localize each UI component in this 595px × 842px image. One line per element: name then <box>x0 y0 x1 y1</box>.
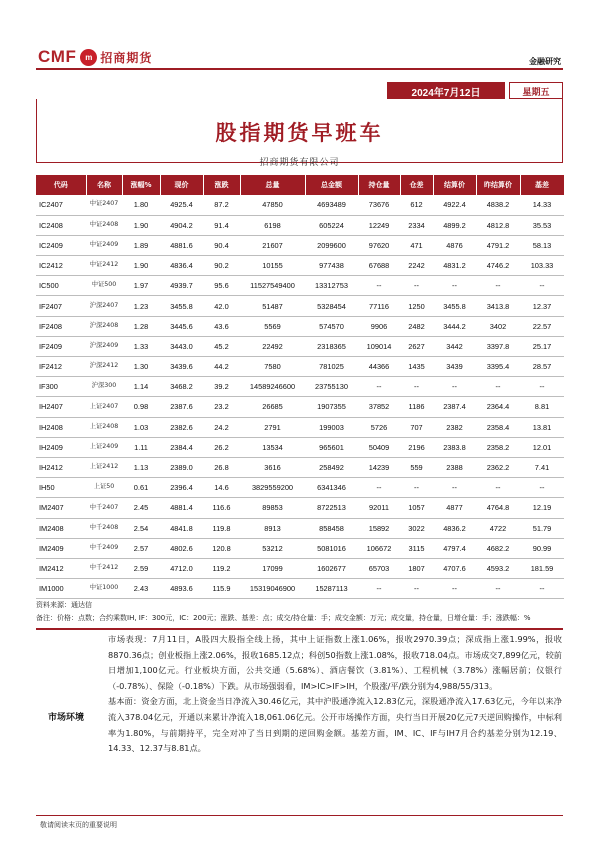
table-cell: 4939.7 <box>160 276 203 296</box>
table-cell: -- <box>433 478 476 498</box>
table-cell: 7580 <box>240 357 305 377</box>
table-cell: 2334 <box>400 215 433 235</box>
table-cell: 2382 <box>433 417 476 437</box>
table-cell: 4831.2 <box>433 256 476 276</box>
source-notes <box>36 599 564 625</box>
table-cell: 39.2 <box>203 377 240 397</box>
table-row <box>36 296 564 316</box>
contract-name-cell: 上证2407 <box>86 397 122 417</box>
table-cell: 2362.2 <box>476 457 520 477</box>
table-cell: 4838.2 <box>476 195 520 215</box>
table-cell: 2388 <box>433 457 476 477</box>
table-cell: 3468.2 <box>160 377 203 397</box>
table-cell: -- <box>358 276 400 296</box>
table-cell: 109014 <box>358 336 400 356</box>
table-cell: 45.2 <box>203 336 240 356</box>
table-cell: 73676 <box>358 195 400 215</box>
table-cell: 53212 <box>240 538 305 558</box>
table-cell: 77116 <box>358 296 400 316</box>
table-cell: 3395.4 <box>476 357 520 377</box>
table-cell: 3439 <box>433 357 476 377</box>
table-cell: 4764.8 <box>476 498 520 518</box>
header-divider <box>36 68 563 70</box>
table-cell: 89853 <box>240 498 305 518</box>
contract-name-cell: 沪深2408 <box>86 316 122 336</box>
table-cell: 574570 <box>305 316 358 336</box>
table-row <box>36 195 564 215</box>
table-cell: 25.17 <box>520 336 564 356</box>
table-cell: 2.54 <box>122 518 160 538</box>
table-cell: 14589246600 <box>240 377 305 397</box>
market-section-label: 市场环境 <box>48 713 85 723</box>
contract-name-cell: 中千2408 <box>86 518 122 538</box>
column-header: 代码 <box>36 175 86 195</box>
table-cell: 2.59 <box>122 558 160 578</box>
table-cell: 67688 <box>358 256 400 276</box>
table-cell: 2389.0 <box>160 457 203 477</box>
table-cell: 8913 <box>240 518 305 538</box>
table-row <box>36 316 564 336</box>
section-divider <box>36 628 563 630</box>
table-cell: -- <box>433 276 476 296</box>
contract-name-cell: 中证2412 <box>86 256 122 276</box>
contract-code-cell: IF2412 <box>36 357 86 377</box>
table-row <box>36 336 564 356</box>
table-cell: 2387.6 <box>160 397 203 417</box>
contract-code-cell: IF300 <box>36 377 86 397</box>
table-cell: -- <box>476 478 520 498</box>
table-cell: 707 <box>400 417 433 437</box>
table-cell: 26.2 <box>203 437 240 457</box>
table-cell: 6198 <box>240 215 305 235</box>
table-row <box>36 579 564 599</box>
source-note: 资料来源：通达信 <box>36 601 92 609</box>
table-row <box>36 357 564 377</box>
table-cell: 106672 <box>358 538 400 558</box>
contract-name-cell: 中千2409 <box>86 538 122 558</box>
table-cell: -- <box>400 377 433 397</box>
contract-code-cell: IM2408 <box>36 518 86 538</box>
table-cell: 103.33 <box>520 256 564 276</box>
contract-code-cell: IF2408 <box>36 316 86 336</box>
report-date: 2024年7月12日 <box>387 82 505 99</box>
contract-code-cell: IH2407 <box>36 397 86 417</box>
table-cell: 1602677 <box>305 558 358 578</box>
contract-name-cell: 上证2409 <box>86 437 122 457</box>
table-cell: 58.13 <box>520 235 564 255</box>
table-cell: 51.79 <box>520 518 564 538</box>
table-row <box>36 498 564 518</box>
table-cell: 21607 <box>240 235 305 255</box>
table-cell: -- <box>400 478 433 498</box>
table-cell: 91.4 <box>203 215 240 235</box>
table-cell: 9906 <box>358 316 400 336</box>
table-row <box>36 215 564 235</box>
company-name: 招商期货有限公司 <box>259 158 340 168</box>
table-cell: 1057 <box>400 498 433 518</box>
table-cell: 2.45 <box>122 498 160 518</box>
table-cell: 1907355 <box>305 397 358 417</box>
column-header: 持仓量 <box>358 175 400 195</box>
table-cell: 965601 <box>305 437 358 457</box>
table-cell: 5081016 <box>305 538 358 558</box>
table-row <box>36 518 564 538</box>
table-cell: 181.59 <box>520 558 564 578</box>
table-cell: 8722513 <box>305 498 358 518</box>
contract-name-cell: 中证2407 <box>86 195 122 215</box>
table-cell: 90.99 <box>520 538 564 558</box>
table-cell: 44.2 <box>203 357 240 377</box>
table-row <box>36 417 564 437</box>
table-row <box>36 457 564 477</box>
table-cell: 4876 <box>433 235 476 255</box>
table-cell: 50409 <box>358 437 400 457</box>
table-cell: 3022 <box>400 518 433 538</box>
table-cell: 977438 <box>305 256 358 276</box>
table-cell: 2482 <box>400 316 433 336</box>
table-cell: 1.28 <box>122 316 160 336</box>
table-cell: 115.9 <box>203 579 240 599</box>
table-cell: 3445.6 <box>160 316 203 336</box>
contract-name-cell: 中千2407 <box>86 498 122 518</box>
table-cell: 92011 <box>358 498 400 518</box>
table-cell: 612 <box>400 195 433 215</box>
table-cell: 14239 <box>358 457 400 477</box>
footer-divider <box>36 815 563 816</box>
table-cell: -- <box>433 579 476 599</box>
contract-code-cell: IM1000 <box>36 579 86 599</box>
table-cell: 3402 <box>476 316 520 336</box>
table-cell: 2099600 <box>305 235 358 255</box>
column-header: 总金额 <box>305 175 358 195</box>
table-cell: 4877 <box>433 498 476 518</box>
column-header: 仓差 <box>400 175 433 195</box>
contract-name-cell: 中千2412 <box>86 558 122 578</box>
table-cell: 24.2 <box>203 417 240 437</box>
futures-quote-table <box>36 175 565 599</box>
contract-code-cell: IM2412 <box>36 558 86 578</box>
contract-code-cell: IM2407 <box>36 498 86 518</box>
table-cell: 120.8 <box>203 538 240 558</box>
table-row <box>36 558 564 578</box>
table-cell: 559 <box>400 457 433 477</box>
table-cell: 3439.6 <box>160 357 203 377</box>
market-performance-paragraph: 市场表现：7月11日，A股四大股指全线上扬，其中上证指数上涨1.06%，报收2970.39点；深成指上涨1.99%，报收8870.36点；创业板指上涨2.06%，报收1685.12点；科创50指数上涨1.08%，报收718.04点。市场成交7,899亿元，较前日增加1,100亿元。行业板块方面，公共交通（5.68%）、酒店餐饮（3.81%）、工程机械（3.78%）涨幅居前；仪银行（-0.78%）、保险（-0.18%）下跌。从市场强弱看，IM>IC>IF>IH，个股涨/平/跌分别为4,988/55/313。 <box>108 634 562 691</box>
table-cell: 1.89 <box>122 235 160 255</box>
table-cell: 2364.4 <box>476 397 520 417</box>
table-cell: 4707.6 <box>433 558 476 578</box>
table-cell: 2383.8 <box>433 437 476 457</box>
table-cell: 4881.4 <box>160 498 203 518</box>
contract-name-cell: 沪深2407 <box>86 296 122 316</box>
table-cell: 4682.2 <box>476 538 520 558</box>
table-row <box>36 377 564 397</box>
table-cell: 11527549400 <box>240 276 305 296</box>
table-cell: 2384.4 <box>160 437 203 457</box>
contract-name-cell: 中证2408 <box>86 215 122 235</box>
table-cell: -- <box>433 377 476 397</box>
table-cell: 17099 <box>240 558 305 578</box>
date-bar <box>387 82 563 99</box>
table-cell: 781025 <box>305 357 358 377</box>
table-cell: -- <box>520 377 564 397</box>
table-cell: 258492 <box>305 457 358 477</box>
table-cell: 12.19 <box>520 498 564 518</box>
table-cell: 4899.2 <box>433 215 476 235</box>
table-cell: 47850 <box>240 195 305 215</box>
contract-code-cell: IF2407 <box>36 296 86 316</box>
contract-name-cell: 中证500 <box>86 276 122 296</box>
table-row <box>36 235 564 255</box>
page-title: 股指期货早班车 <box>215 120 384 145</box>
footer-disclaimer-note: 敬请阅读末页的重要说明 <box>40 821 117 829</box>
contract-code-cell: IM2409 <box>36 538 86 558</box>
table-cell: 4925.4 <box>160 195 203 215</box>
table-cell: 4904.2 <box>160 215 203 235</box>
table-cell: -- <box>520 579 564 599</box>
document-type: 金融研究 <box>529 57 561 66</box>
table-cell: 1250 <box>400 296 433 316</box>
contract-name-cell: 上证2408 <box>86 417 122 437</box>
table-header-row <box>36 175 564 195</box>
contract-code-cell: IH50 <box>36 478 86 498</box>
contract-name-cell: 沪深2409 <box>86 336 122 356</box>
table-cell: 15287113 <box>305 579 358 599</box>
table-cell: 2382.6 <box>160 417 203 437</box>
table-cell: 2358.2 <box>476 437 520 457</box>
table-cell: 1.33 <box>122 336 160 356</box>
table-cell: 1.90 <box>122 256 160 276</box>
table-cell: 1435 <box>400 357 433 377</box>
table-cell: 3397.8 <box>476 336 520 356</box>
contract-name-cell: 中证2409 <box>86 235 122 255</box>
table-cell: 0.98 <box>122 397 160 417</box>
table-cell: 3455.8 <box>433 296 476 316</box>
table-cell: 95.6 <box>203 276 240 296</box>
contract-name-cell: 上证2412 <box>86 457 122 477</box>
column-header: 现价 <box>160 175 203 195</box>
contract-code-cell: IC2408 <box>36 215 86 235</box>
table-cell: 1.80 <box>122 195 160 215</box>
table-cell: 3444.2 <box>433 316 476 336</box>
table-cell: 97620 <box>358 235 400 255</box>
table-cell: 4593.2 <box>476 558 520 578</box>
column-header: 名称 <box>86 175 122 195</box>
table-cell: -- <box>358 377 400 397</box>
table-cell: 23.2 <box>203 397 240 417</box>
table-cell: 90.4 <box>203 235 240 255</box>
table-cell: 3413.8 <box>476 296 520 316</box>
title-block <box>36 99 563 168</box>
table-cell: 5328454 <box>305 296 358 316</box>
column-header: 结算价 <box>433 175 476 195</box>
table-cell: -- <box>476 377 520 397</box>
market-commentary <box>108 632 562 757</box>
contract-name-cell: 沪深300 <box>86 377 122 397</box>
table-cell: 2358.4 <box>476 417 520 437</box>
table-cell: -- <box>400 579 433 599</box>
table-cell: -- <box>358 478 400 498</box>
table-cell: 1.13 <box>122 457 160 477</box>
table-cell: 0.61 <box>122 478 160 498</box>
table-cell: 15319046900 <box>240 579 305 599</box>
table-cell: -- <box>400 276 433 296</box>
table-row <box>36 397 564 417</box>
table-cell: 4836.2 <box>433 518 476 538</box>
logo-mark-icon: m <box>80 49 97 66</box>
table-cell: 1.90 <box>122 215 160 235</box>
table-row <box>36 437 564 457</box>
table-cell: 119.2 <box>203 558 240 578</box>
contract-name-cell: 沪深2412 <box>86 357 122 377</box>
table-cell: 14.6 <box>203 478 240 498</box>
units-note: 备注：价格：点数；合约乘数IH, IF：300元，IC：200元；涨跌、基差：点；成交/持仓量：手；成交金额：万元；成交量，持仓量，日增仓量：手；涨跌幅：% <box>36 614 531 622</box>
table-cell: 12.01 <box>520 437 564 457</box>
table-cell: 1.30 <box>122 357 160 377</box>
table-cell: 10155 <box>240 256 305 276</box>
table-cell: 4712.0 <box>160 558 203 578</box>
table-cell: -- <box>476 276 520 296</box>
table-cell: 3455.8 <box>160 296 203 316</box>
table-cell: 13.81 <box>520 417 564 437</box>
table-cell: 1.23 <box>122 296 160 316</box>
table-row <box>36 538 564 558</box>
table-cell: 2396.4 <box>160 478 203 498</box>
contract-code-cell: IC500 <box>36 276 86 296</box>
column-header: 总量 <box>240 175 305 195</box>
table-cell: 8.81 <box>520 397 564 417</box>
contract-code-cell: IH2412 <box>36 457 86 477</box>
table-cell: 23755130 <box>305 377 358 397</box>
table-cell: 35.53 <box>520 215 564 235</box>
table-cell: 4797.4 <box>433 538 476 558</box>
table-cell: 1.11 <box>122 437 160 457</box>
table-cell: 13312753 <box>305 276 358 296</box>
table-cell: 44366 <box>358 357 400 377</box>
table-cell: -- <box>358 579 400 599</box>
contract-code-cell: IC2409 <box>36 235 86 255</box>
table-cell: 605224 <box>305 215 358 235</box>
table-cell: 1807 <box>400 558 433 578</box>
report-weekday: 星期五 <box>509 82 563 99</box>
table-cell: 2.43 <box>122 579 160 599</box>
table-cell: 12.37 <box>520 296 564 316</box>
contract-name-cell: 上证50 <box>86 478 122 498</box>
table-cell: 3443.0 <box>160 336 203 356</box>
table-cell: 28.57 <box>520 357 564 377</box>
table-cell: 2.57 <box>122 538 160 558</box>
table-cell: 7.41 <box>520 457 564 477</box>
table-cell: 4746.2 <box>476 256 520 276</box>
table-cell: 37852 <box>358 397 400 417</box>
table-cell: 2627 <box>400 336 433 356</box>
contract-code-cell: IC2407 <box>36 195 86 215</box>
column-header: 涨跌 <box>203 175 240 195</box>
table-cell: -- <box>520 276 564 296</box>
table-cell: 199003 <box>305 417 358 437</box>
table-cell: 5726 <box>358 417 400 437</box>
table-cell: 116.6 <box>203 498 240 518</box>
table-row <box>36 276 564 296</box>
table-cell: 2387.4 <box>433 397 476 417</box>
table-cell: 4722 <box>476 518 520 538</box>
contract-code-cell: IH2409 <box>36 437 86 457</box>
table-body <box>36 195 564 599</box>
table-cell: 4802.6 <box>160 538 203 558</box>
table-cell: 4841.8 <box>160 518 203 538</box>
company-logo <box>38 46 152 68</box>
table-cell: 4836.4 <box>160 256 203 276</box>
table-cell: 87.2 <box>203 195 240 215</box>
fundamentals-paragraph: 基本面：资金方面，北上资金当日净流入30.46亿元，其中沪股通净流入12.83亿元，深股通净流入17.63亿元，今年以来净流入378.04亿元，开通以来累计净流入18,061.06亿元。公开市场操作方面，央行当日开展20亿元7天逆回购操作，中标利率为1.80%，与前期持平，完全对冲了当日到期的逆回购金额。基差方面，IM、IC、IF与IH7月合约基差分别为12.19、14.33、12.37与8.81点。 <box>108 696 562 754</box>
table-cell: 2318365 <box>305 336 358 356</box>
table-cell: 51487 <box>240 296 305 316</box>
column-header: 基差 <box>520 175 564 195</box>
contract-code-cell: IF2409 <box>36 336 86 356</box>
column-header: 昨结算价 <box>476 175 520 195</box>
table-cell: 3442 <box>433 336 476 356</box>
table-cell: 858458 <box>305 518 358 538</box>
table-cell: 12249 <box>358 215 400 235</box>
table-cell: 4693489 <box>305 195 358 215</box>
table-cell: 43.6 <box>203 316 240 336</box>
table-cell: 42.0 <box>203 296 240 316</box>
table-cell: 4881.6 <box>160 235 203 255</box>
table-cell: 15892 <box>358 518 400 538</box>
contract-name-cell: 中证1000 <box>86 579 122 599</box>
logo-text: CMF <box>38 47 77 66</box>
table-cell: 4791.2 <box>476 235 520 255</box>
table-row <box>36 478 564 498</box>
contract-code-cell: IC2412 <box>36 256 86 276</box>
table-cell: 2791 <box>240 417 305 437</box>
table-cell: 2242 <box>400 256 433 276</box>
column-header: 涨幅% <box>122 175 160 195</box>
table-row <box>36 256 564 276</box>
table-cell: -- <box>520 478 564 498</box>
table-cell: 22492 <box>240 336 305 356</box>
table-cell: 4812.8 <box>476 215 520 235</box>
table-cell: 14.33 <box>520 195 564 215</box>
table-cell: 2196 <box>400 437 433 457</box>
logo-company-name: 招商期货 <box>100 50 153 65</box>
table-cell: 90.2 <box>203 256 240 276</box>
table-cell: 4922.4 <box>433 195 476 215</box>
table-cell: 1186 <box>400 397 433 417</box>
table-cell: 3616 <box>240 457 305 477</box>
table-cell: 5569 <box>240 316 305 336</box>
table-cell: 4893.6 <box>160 579 203 599</box>
table-cell: 26685 <box>240 397 305 417</box>
table-cell: 1.03 <box>122 417 160 437</box>
table-cell: 6341346 <box>305 478 358 498</box>
table-cell: 119.8 <box>203 518 240 538</box>
table-cell: 1.97 <box>122 276 160 296</box>
table-cell: 1.14 <box>122 377 160 397</box>
contract-code-cell: IH2408 <box>36 417 86 437</box>
table-cell: 13534 <box>240 437 305 457</box>
table-cell: 471 <box>400 235 433 255</box>
table-cell: 3115 <box>400 538 433 558</box>
table-cell: 3829559200 <box>240 478 305 498</box>
table-cell: -- <box>476 579 520 599</box>
table-cell: 26.8 <box>203 457 240 477</box>
table-cell: 65703 <box>358 558 400 578</box>
table-cell: 22.57 <box>520 316 564 336</box>
